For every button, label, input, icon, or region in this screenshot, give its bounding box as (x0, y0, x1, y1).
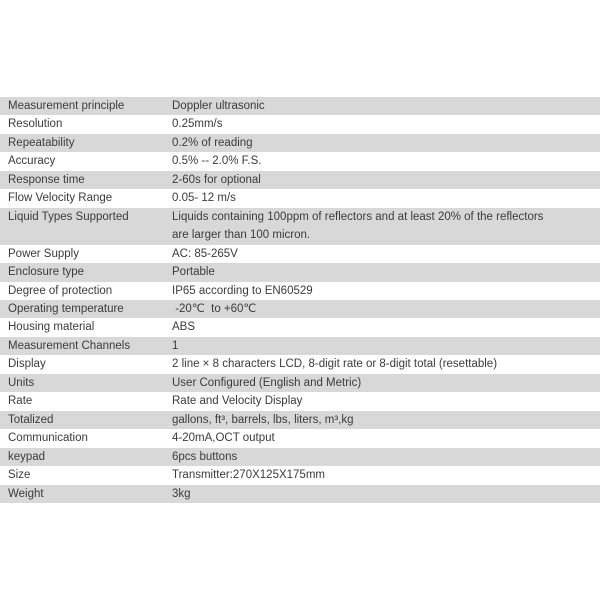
spec-value: 0.2% of reading (172, 136, 253, 149)
spec-value: User Configured (English and Metric) (172, 376, 362, 389)
table-row (0, 245, 600, 263)
spec-value: Doppler ultrasonic (172, 100, 265, 112)
table-row (0, 208, 600, 245)
table-row (0, 429, 600, 447)
spec-label: Units (8, 376, 35, 389)
table-row (0, 448, 600, 466)
table-row (0, 171, 600, 189)
spec-value: gallons, ft³, barrels, lbs, liters, m³,kg (172, 413, 354, 426)
spec-label: Totalized (8, 413, 54, 426)
table-row (0, 134, 600, 152)
spec-label: Enclosure type (8, 266, 85, 279)
table-row (0, 411, 600, 429)
spec-value: AC: 85-265V (172, 247, 238, 260)
table-row (0, 392, 600, 410)
spec-value: IP65 according to EN60529 (172, 284, 313, 297)
spec-label: Liquid Types Supported (8, 210, 129, 223)
table-row (0, 97, 600, 115)
spec-value: 0.05- 12 m/s (172, 192, 236, 205)
spec-label: Measurement principle (8, 100, 125, 112)
spec-label: Measurement Channels (8, 339, 131, 352)
table-row (0, 355, 600, 373)
spec-label: Display (8, 358, 46, 371)
spec-value: Transmitter:270X125X175mm (172, 469, 325, 482)
spec-value (172, 208, 600, 245)
table-row (0, 115, 600, 133)
spec-value: 1 (172, 339, 179, 352)
spec-value: 6pcs buttons (172, 450, 238, 463)
spec-label: Repeatability (8, 136, 75, 149)
spec-label: Power Supply (8, 247, 79, 260)
spec-label: Rate (8, 395, 33, 408)
table-row (0, 300, 600, 318)
spec-label: Response time (8, 173, 85, 186)
spec-label: Accuracy (8, 155, 56, 168)
spec-value-line: Liquids containing 100ppm of reflectors and at least 20% of the reflectors (172, 210, 544, 223)
spec-value: ABS (172, 321, 196, 334)
table-row (0, 318, 600, 336)
spec-value: Rate and Velocity Display (172, 395, 303, 408)
table-row (0, 374, 600, 392)
spec-label: Degree of protection (8, 284, 113, 297)
spec-label: Size (8, 469, 31, 482)
table-row (0, 282, 600, 300)
spec-value: 2-60s for optional (172, 173, 261, 186)
table-row (0, 485, 600, 503)
spec-value: 3kg (172, 487, 191, 500)
spec-value: Portable (172, 266, 215, 279)
table-row (0, 152, 600, 170)
table-row (0, 466, 600, 484)
spec-label: Flow Velocity Range (8, 192, 113, 205)
table-row (0, 263, 600, 281)
table-row (0, 189, 600, 207)
spec-value: 2 line × 8 characters LCD, 8-digit rate or 8-digit total (resettable) (172, 358, 498, 371)
spec-label: Operating temperature (8, 302, 124, 315)
spec-label: Weight (8, 487, 44, 500)
spec-label: Communication (8, 432, 88, 445)
spec-label: Resolution (8, 118, 63, 131)
spec-value-line: are larger than 100 micron. (172, 229, 311, 242)
spec-value: 0.5% -- 2.0% F.S. (172, 155, 262, 168)
spec-label: keypad (8, 450, 46, 463)
spec-value: 4-20mA,OCT output (172, 432, 275, 445)
table-row (0, 337, 600, 355)
specification-table (0, 97, 600, 503)
spec-label: Housing material (8, 321, 95, 334)
spec-value: -20℃ to +60℃ (172, 302, 257, 315)
spec-value: 0.25mm/s (172, 118, 223, 131)
